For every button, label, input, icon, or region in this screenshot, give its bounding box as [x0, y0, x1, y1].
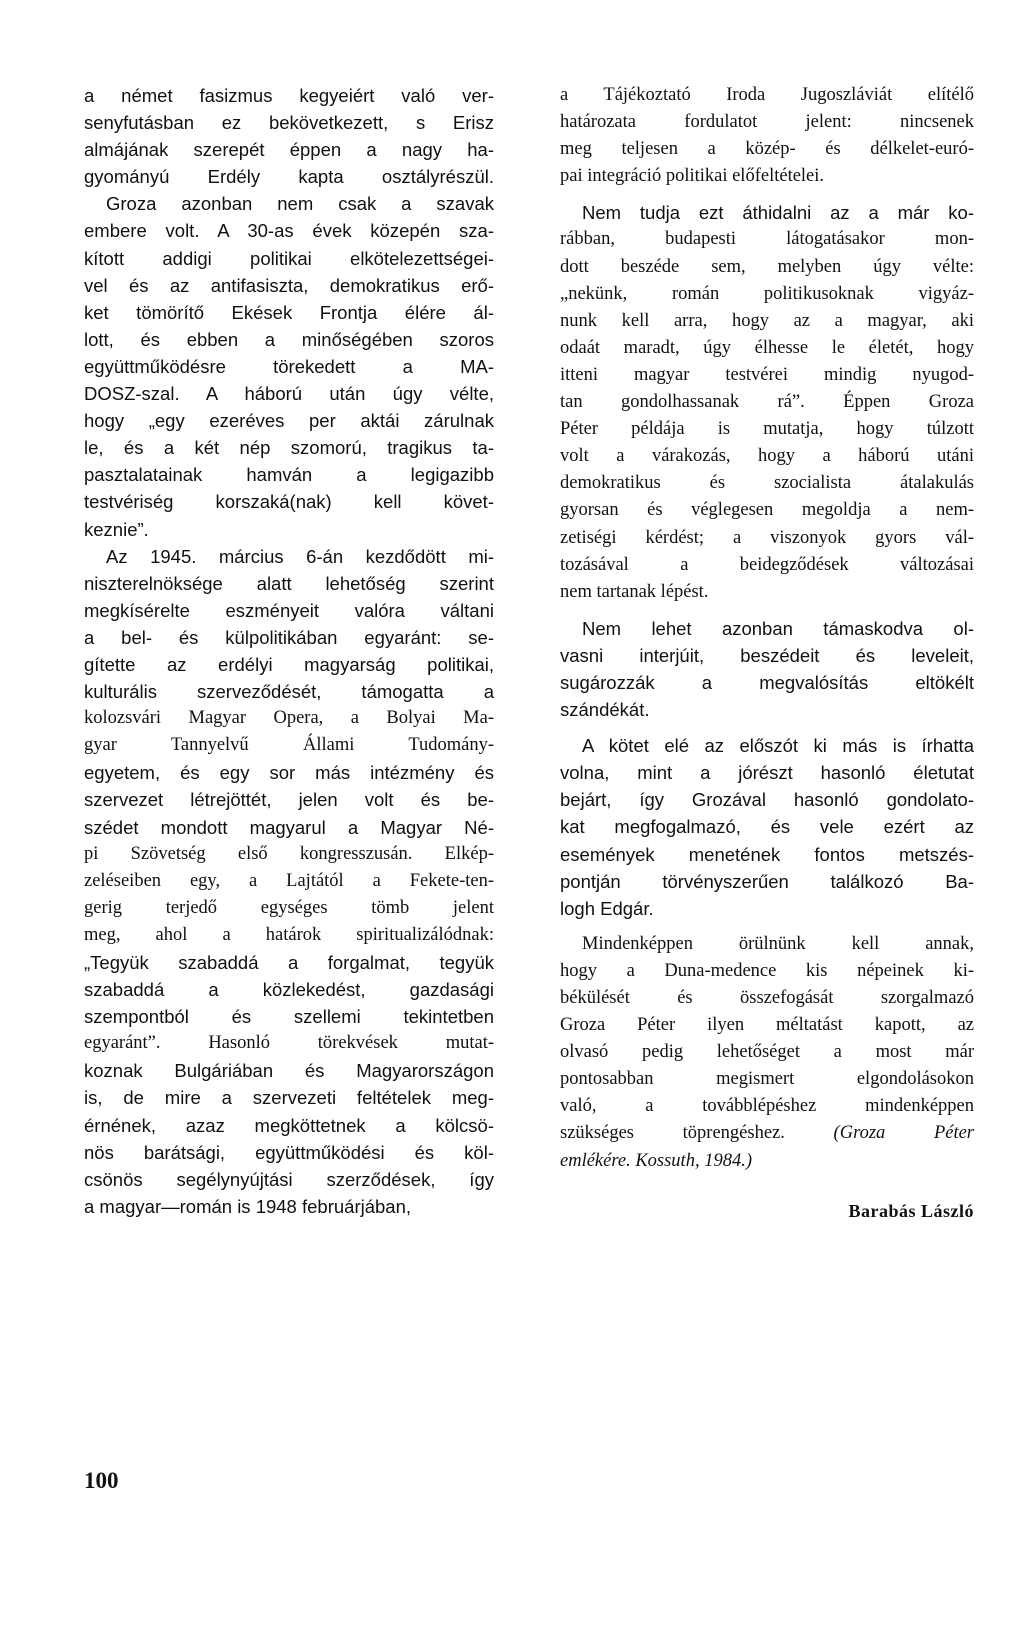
text-line: szükséges töprengéshez. (Groza Péter: [560, 1123, 974, 1144]
text-line: gyorsan és véglegesen megoldja a nem-: [560, 500, 974, 521]
text-line: kított addigi politikai elkötelezettségei-: [84, 247, 494, 269]
paragraph-gap: [560, 606, 974, 615]
text-line: Nem tudja ezt áthidalni az a már ko-: [582, 202, 974, 224]
text-line: vasni interjúit, beszédeit és leveleit,: [560, 644, 974, 666]
text-line: volt a várakozás, hogy a háború utáni: [560, 446, 974, 467]
text-line: odaát maradt, úgy élhesse le életét, hogy: [560, 337, 974, 358]
text-line: pasztalatainak hamván a legigazibb: [84, 464, 494, 486]
text-line: pai integráció politikai előfeltételei.: [560, 166, 825, 187]
author-signature: Barabás László: [848, 1200, 974, 1221]
text-line: niszterelnöksége alatt lehetőség szerint: [84, 572, 494, 594]
text-line: A kötet elé az előszót ki más is írhatta: [582, 735, 974, 757]
text-line: szempontból és szellemi tekintetben: [84, 1006, 494, 1028]
text-line: „nekünk, román politikusoknak vigyáz-: [560, 283, 974, 304]
text-line: csönös segélynyújtási szerződések, így: [84, 1168, 494, 1190]
text-line: dott beszéde sem, melyben úgy vélte:: [560, 256, 974, 277]
paragraph-gap: [560, 922, 974, 931]
text-line: egyetem, és egy sor más intézmény és: [84, 762, 494, 784]
text-line: keznie”.: [84, 518, 149, 540]
text-line: pontján törvényszerűen találkozó Ba-: [560, 870, 974, 892]
text-line: almájának szerepét éppen a nagy ha-: [84, 139, 494, 161]
paragraph-gap: [560, 190, 974, 199]
text-line: nunk kell arra, hogy az a magyar, aki: [560, 310, 974, 331]
text-line: volna, mint a jórészt hasonló életutat: [560, 762, 974, 784]
text-line: a Tájékoztató Iroda Jugoszláviát elítélő: [560, 85, 974, 105]
text-line: meg teljesen a közép- és délkelet-euró-: [560, 139, 974, 160]
text-line: bejárt, így Grozával hasonló gondolato-: [560, 789, 974, 811]
text-line: egyaránt”. Hasonló törekvések mutat-: [84, 1033, 494, 1054]
text-line: események menetének fontos metszés-: [560, 843, 974, 865]
text-line: pontosabban megismert elgondolásokon: [560, 1069, 974, 1090]
page-number: 100: [84, 1468, 119, 1493]
text-line: kat megfogalmazó, és vele ezért az: [560, 816, 974, 838]
text-line: kulturális szerveződését, támogatta a: [84, 681, 494, 703]
text-line: meg, ahol a határok spiritualizálódnak:: [84, 924, 494, 945]
text-line: zetiségi kérdést; a viszonyok gyors vál-: [560, 527, 974, 548]
text-line: szédet mondott magyarul a Magyar Né-: [84, 816, 494, 838]
text-line: szándékát.: [560, 699, 650, 721]
text-line: „Tegyük szabaddá a forgalmat, tegyük: [84, 952, 494, 973]
text-line: sugározzák a megvalósítás eltökélt: [560, 671, 974, 693]
text-line: gyar Tannyelvű Állami Tudomány-: [84, 735, 494, 756]
text-line: tan gondolhassanak rá”. Éppen Groza: [560, 392, 974, 413]
text-line: ket tömörítő Ekések Frontja élére ál-: [84, 301, 494, 323]
text-line: gyományú Erdély kapta osztályrészül.: [84, 166, 494, 188]
text-line: vel és az antifasiszta, demokratikus erő-: [84, 274, 494, 296]
text-line: Nem lehet azonban támaskodva ol-: [582, 617, 974, 639]
text-line: itteni magyar testvérei mindig nyugod-: [560, 364, 974, 385]
text-line: való, a továbblépéshez mindenképpen: [560, 1096, 974, 1117]
text-line: gítette az erdélyi magyarság politikai,: [84, 653, 494, 675]
text-line: együttműködésre törekedett a MA-: [84, 355, 494, 377]
text-line: határozata fordulatot jelent: nincsenek: [560, 112, 974, 133]
text-line: koznak Bulgáriában és Magyarországon: [84, 1060, 494, 1082]
text-line: békülését és összefogását szorgalmazó: [560, 988, 974, 1008]
text-line: Groza Péter ilyen méltatást kapott, az: [560, 1015, 974, 1036]
text-line: a magyar—román is 1948 februárjában,: [84, 1195, 412, 1217]
right-column: [560, 82, 974, 1225]
text-line: Mindenképpen örülnünk kell annak,: [582, 933, 974, 954]
text-line: kolozsvári Magyar Opera, a Bolyai Ma-: [84, 708, 494, 729]
text-line: pi Szövetség első kongresszusán. Elkép-: [84, 843, 494, 864]
paragraph-gap: [560, 723, 974, 732]
text-line: testvériség korszaká(nak) kell követ-: [84, 491, 494, 513]
text-line: szabaddá a közlekedést, gazdasági: [84, 979, 494, 1001]
text-line: embere volt. A 30-as évek közepén sza-: [84, 220, 494, 242]
left-column: [84, 82, 494, 1220]
text-line: megkísérelte eszményeit valóra váltani: [84, 599, 494, 621]
text-line: Groza azonban nem csak a szavak: [106, 193, 494, 215]
text-line: gerig terjedő egységes tömb jelent: [84, 897, 494, 918]
text-line: érnének, azaz megköttetnek a kölcsö-: [84, 1114, 494, 1136]
text-line: is, de mire a szervezeti feltételek meg-: [84, 1087, 494, 1109]
text-line: zeléseiben egy, a Lajtától a Fekete-ten-: [84, 870, 494, 891]
text-line: olvasó pedig lehetőséget a most már: [560, 1042, 974, 1063]
text-line: senyfutásban ez bekövetkezett, s Erisz: [84, 112, 494, 134]
text-line: DOSZ-szal. A háború után úgy vélte,: [84, 383, 494, 405]
text-line: logh Edgár.: [560, 897, 654, 919]
text-line: le, és a két nép szomorú, tragikus ta-: [84, 437, 494, 459]
text-line: demokratikus és szocialista átalakulás: [560, 473, 974, 494]
text-line: hogy a Duna-medence kis népeinek ki-: [560, 960, 974, 981]
text-line: nem tartanak lépést.: [560, 581, 709, 602]
text-line: nös barátsági, együttműködési és köl-: [84, 1141, 494, 1163]
text-line: a német fasizmus kegyeiért való ver-: [84, 85, 494, 106]
text-line: Péter példája is mutatja, hogy túlzott: [560, 419, 974, 440]
text-line: Az 1945. március 6-án kezdődött mi-: [106, 545, 494, 567]
text-line: a bel- és külpolitikában egyaránt: se-: [84, 626, 494, 648]
text-line: rábban, budapesti látogatásakor mon-: [560, 229, 974, 250]
text-line: szervezet létrejöttét, jelen volt és be-: [84, 789, 494, 811]
text-line: lott, és ebben a minőségében szoros: [84, 328, 494, 350]
text-line: tozásával a beidegződések változásai: [560, 554, 974, 575]
text-line: hogy „egy ezeréves per aktái zárulnak: [84, 410, 494, 432]
text-line: emlékére. Kossuth, 1984.): [560, 1150, 752, 1171]
